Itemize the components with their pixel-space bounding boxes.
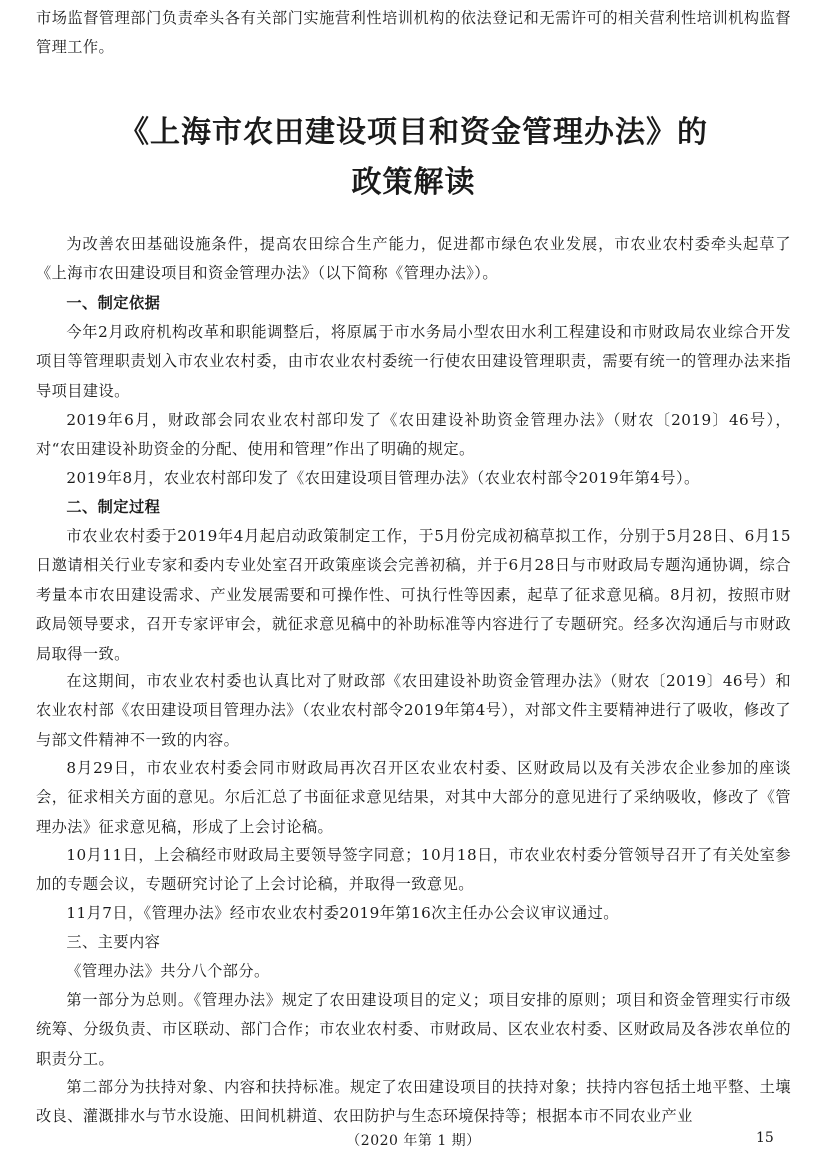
paragraph-process-4: 10月11日，上会稿经市财政局主要领导签字同意；10月18日，市农业农村委分管领导召开了有关处室参加的专题会议，专题研究讨论了上会讨论稿，并取得一致意见。 (36, 846, 791, 894)
paragraph-content-1: 《管理办法》共分八个部分。 (66, 962, 270, 980)
section-heading-basis: 一、制定依据 (66, 294, 161, 312)
document-title-line1: 《上海市农田建设项目和资金管理办法》的 (119, 115, 708, 150)
document-title-line2: 政策解读 (351, 165, 476, 200)
paragraph-content-3: 第二部分为扶持对象、内容和扶持标准。规定了农田建设项目的扶持对象；扶持内容包括土地平整、土壤改良、灌溉排水与节水设施、田间机耕道、农田防护与生态环境保持等；根据本市不同农业产业 (36, 1078, 791, 1126)
intro-fragment: 市场监督管理部门负责牵头各有关部门实施营利性培训机构的依法登记和无需许可的相关营利性培训机构监督管理工作。 (36, 9, 791, 57)
section-heading-process: 二、制定过程 (66, 498, 161, 516)
paragraph-process-5: 11月7日，《管理办法》经市农业农村委2019年第16次主任办公会议审议通过。 (66, 904, 619, 922)
paragraph-intro: 为改善农田基础设施条件，提高农田综合生产能力，促进都市绿色农业发展，市农业农村委牵头起草了《上海市农田建设项目和资金管理办法》（以下简称《管理办法》）。 (36, 235, 791, 283)
paragraph-process-3: 8月29日，市农业农村委会同市财政局再次召开区农业农村委、区财政局以及有关涉农企业参加的座谈会，征求相关方面的意见。尔后汇总了书面征求意见结果，对其中大部分的意见进行了采纳吸收，修改了《管理办法》征求意见稿，形成了上会讨论稿。 (36, 759, 791, 836)
paragraph-basis-2: 2019年6月，财政部会同农业农村部印发了《农田建设补助资金管理办法》（财农〔2019〕46号），对“农田建设补助资金的分配、使用和管理”作出了明确的规定。 (36, 411, 791, 459)
issue-label: （2020 年第 1 期） (346, 1133, 481, 1149)
paragraph-basis-1: 今年2月政府机构改革和职能调整后，将原属于市水务局小型农田水利工程建设和市财政局农业综合开发项目等管理职责划入市农业农村委，由市农业农村委统一行使农田建设管理职责，需要有统一的管理办法来指导项目建设。 (36, 323, 791, 400)
paragraph-basis-3: 2019年8月，农业农村部印发了《农田建设项目管理办法》（农业农村部令2019年第4号）。 (66, 469, 700, 487)
paragraph-content-2: 第一部分为总则。《管理办法》规定了农田建设项目的定义；项目安排的原则；项目和资金管理实行市级统筹、分级负责、市区联动、部门合作；市农业农村委、市财政局、区农业农村委、区财政局及各涉农单位的职责分工。 (36, 991, 791, 1068)
paragraph-process-2: 在这期间，市农业农村委也认真比对了财政部《农田建设补助资金管理办法》（财农〔2019〕46号）和农业农村部《农田建设项目管理办法》（农业农村部令2019年第4号），对部文件主要精神进行了吸收，修改了与部文件精神不一致的内容。 (36, 672, 791, 749)
section-heading-content: 三、主要内容 (66, 933, 161, 951)
paragraph-process-1: 市农业农村委于2019年4月起启动政策制定工作，于5月份完成初稿草拟工作，分别于5月28日、6月15日邀请相关行业专家和委内专业处室召开政策座谈会完善初稿，并于6月28日与市财政局专题沟通协调，综合考量本市农田建设需求、产业发展需要和可操作性、可执行性等因素，起草了征求意见稿。8月初，按照市财政局领导要求，召开专家评审会，就征求意见稿中的补助标准等内容进行了专题研究。经多次沟通后与市财政局取得一致。 (36, 527, 791, 663)
page-number: 15 (756, 1130, 774, 1146)
